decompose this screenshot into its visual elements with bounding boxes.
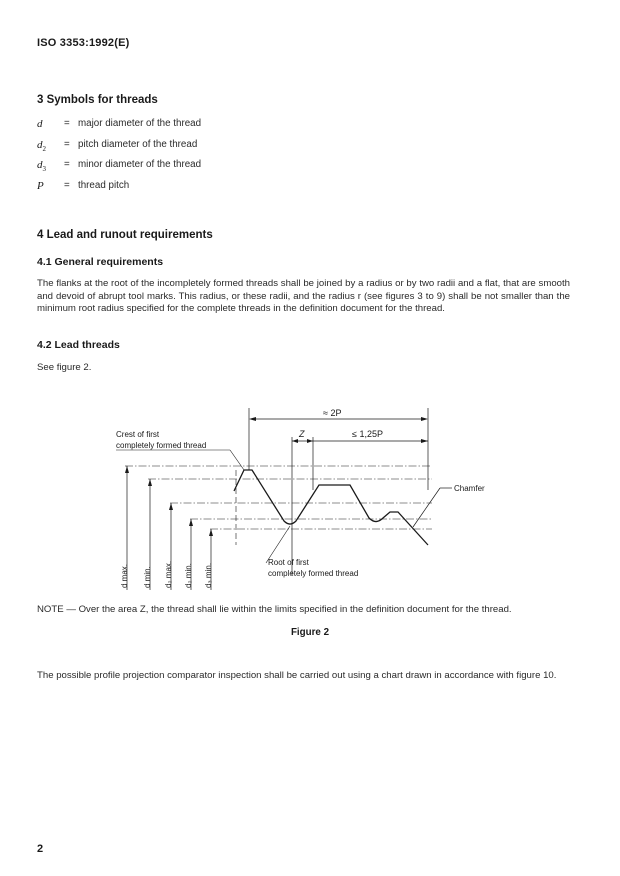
symbol: $d_2$ bbox=[37, 139, 46, 154]
axis-label-d2-min: d₂ min. bbox=[184, 563, 193, 588]
page-number: 2 bbox=[37, 843, 44, 855]
symbol: $d_3$ bbox=[37, 159, 46, 174]
axis-label-d2-max: d₂ max. bbox=[164, 560, 173, 588]
symbol: P bbox=[37, 180, 44, 192]
section-4-2-text: See figure 2. bbox=[37, 362, 92, 373]
section-4-2-title: 4.2 Lead threads bbox=[37, 339, 120, 351]
symbol-definition: = major diameter of the thread bbox=[64, 118, 202, 129]
label-root-line1: Root of first bbox=[268, 558, 309, 567]
axis-label-d3-min: d₃ min. bbox=[204, 562, 213, 588]
symbol: d bbox=[37, 118, 43, 130]
dim-label-125p: ≤ 1,25P bbox=[352, 429, 383, 439]
symbol-definition: = pitch diameter of the thread bbox=[64, 139, 198, 150]
label-crest-line1: Crest of first bbox=[116, 430, 160, 439]
axis-label-d-max: d max. bbox=[120, 563, 129, 588]
figure-caption: Figure 2 bbox=[290, 627, 330, 638]
final-paragraph: The possible profile projection comparator inspection shall be carried out using a chart drawn in accordance with figure 10. bbox=[37, 670, 557, 681]
section-4-title: 4 Lead and runout requirements bbox=[37, 229, 213, 241]
label-chamfer: Chamfer bbox=[454, 484, 485, 493]
section-4-1-title: 4.1 General requirements bbox=[37, 256, 164, 268]
symbol-definition: = thread pitch bbox=[64, 180, 130, 191]
label-crest-line2: completely formed thread bbox=[116, 441, 207, 450]
label-root-line2: completely formed thread bbox=[268, 569, 359, 578]
section-4-1-text: The flanks at the root of the incompletely formed threads shall be joined by a radius or by two radii and a flat, that are smooth and devoid of abrupt tool marks. This radius, or these radii, and the radius r (see figures 3 to 9) shall be not smaller than the minimum root radius specified for the complete threads in the definition document for the thread. bbox=[37, 278, 570, 315]
symbol-definition: = minor diameter of the thread bbox=[64, 159, 202, 170]
thread-profile bbox=[234, 470, 428, 545]
figure-2-diagram bbox=[0, 395, 620, 605]
chamfer-leader bbox=[413, 488, 440, 527]
dim-label-z: Z bbox=[299, 429, 305, 439]
document-id-header: ISO 3353:1992(E) bbox=[37, 37, 130, 49]
section-3-title: 3 Symbols for threads bbox=[37, 94, 158, 106]
axis-label-d-min: d min. bbox=[143, 566, 152, 588]
figure-note: NOTE — Over the area Z, the thread shall lie within the limits specified in the definition document for the thread. bbox=[37, 604, 512, 615]
dim-label-2p: ≈ 2P bbox=[323, 408, 342, 418]
crest-leader bbox=[230, 450, 244, 470]
